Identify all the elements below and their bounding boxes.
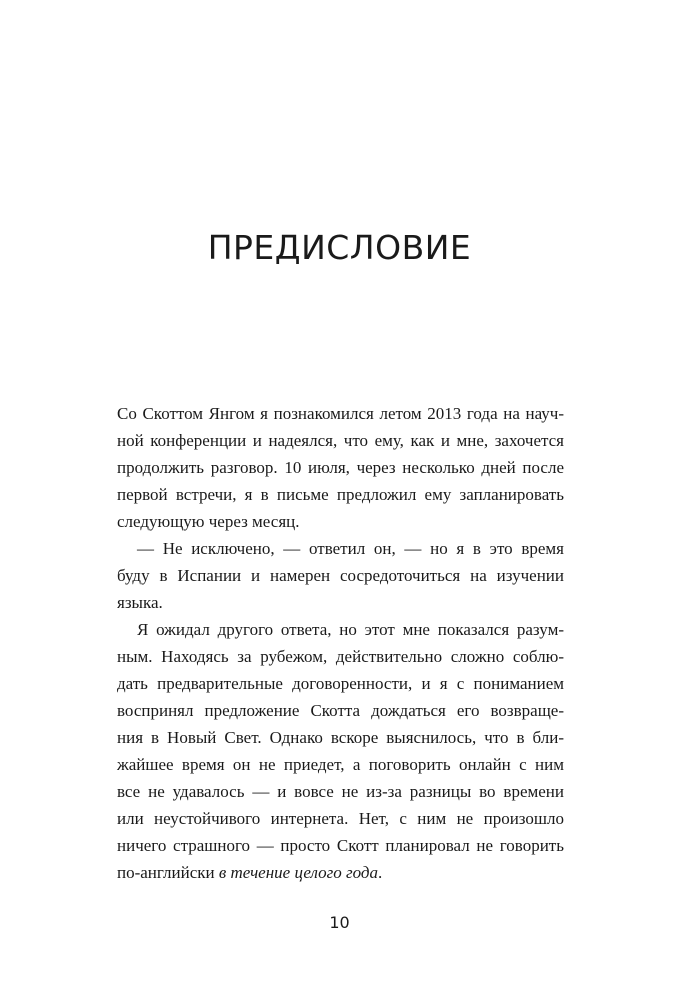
text-line: продолжить разговор. 10 июля, через несколько дней после	[117, 458, 564, 477]
chapter-body	[117, 400, 564, 886]
paragraph-1	[117, 400, 564, 535]
text-period: .	[378, 863, 383, 882]
text-line: Со Скоттом Янгом я познакомился летом 2013 года на науч-	[117, 404, 564, 423]
text-line: воспринял предложение Скотта дождаться его возвраще-	[117, 701, 564, 720]
text-line: следующую через месяц.	[117, 512, 300, 531]
text-line: языка.	[117, 593, 163, 612]
text-line: жайшее время он не приедет, а поговорить онлайн с ним	[117, 755, 564, 774]
text-line: ным. Находясь за рубежом, действительно сложно соблю-	[117, 647, 564, 666]
paragraph-2	[117, 535, 564, 616]
paragraph-3	[117, 616, 564, 886]
text-line: — Не исключено, — ответил он, — но я в это время	[137, 539, 564, 558]
text-line: буду в Испании и намерен сосредоточиться на изучении	[117, 566, 564, 585]
text-plain: по-английски	[117, 863, 219, 882]
text-line: все не удавалось — и вовсе не из-за разницы во времени	[117, 782, 564, 801]
text-line: ной конференции и надеялся, что ему, как и мне, захочется	[117, 431, 564, 450]
text-line: ния в Новый Свет. Однако вскоре выяснилось, что в бли-	[117, 728, 564, 747]
chapter-title: ПРЕДИСЛОВИЕ	[207, 228, 472, 267]
page-number: 10	[329, 913, 350, 932]
text-line-last	[117, 859, 564, 886]
text-line: или неустойчивого интернета. Нет, с ним не произошло	[117, 809, 564, 828]
text-line: первой встречи, я в письме предложил ему запланировать	[117, 485, 564, 504]
text-line: ничего страшного — просто Скотт планировал не говорить	[117, 836, 564, 855]
text-line: дать предварительные договоренности, и я с пониманием	[117, 674, 564, 693]
text-italic-emphasis: в течение целого года	[218, 863, 379, 882]
text-line: Я ожидал другого ответа, но этот мне показался разум-	[137, 620, 564, 639]
